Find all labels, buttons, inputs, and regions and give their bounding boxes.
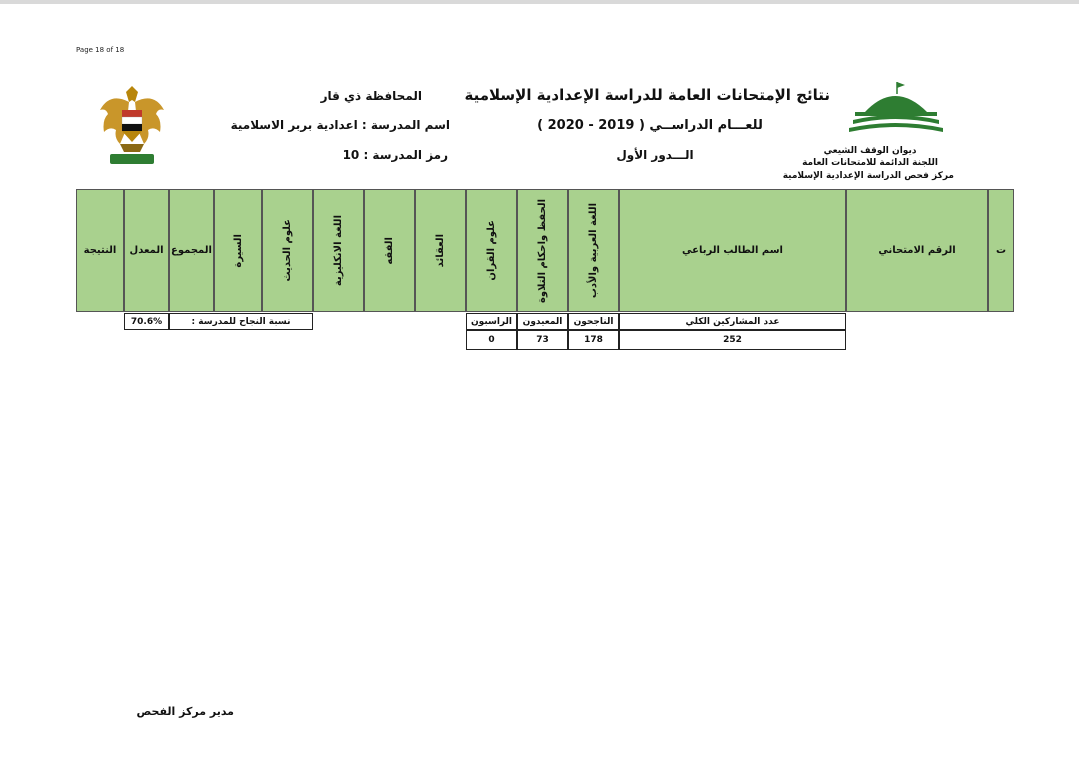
- col-english-label: اللغة الانكليزية: [333, 214, 344, 287]
- diwan-line-1: ديوان الوقف الشيعي: [823, 146, 917, 156]
- col-fiqh-label: الفقه: [384, 236, 395, 265]
- col-sira: [214, 189, 262, 312]
- page-number: Page 18 of 18: [76, 46, 125, 54]
- academic-year: للعـــام الدراســي ( 2019 - 2020 ): [537, 118, 763, 133]
- col-seq: [988, 189, 1014, 312]
- col-aqaid-label: العقائد: [435, 233, 446, 268]
- col-aqaid: [415, 189, 466, 312]
- diwan-line-3: مركز فحص الدراسة الإعدادية الإسلامية: [782, 171, 954, 181]
- col-seq-label: ت: [995, 245, 1007, 256]
- col-exam-number-label: الرقم الامتحاني: [878, 245, 956, 256]
- pass-rate-label: نسبة النجاح للمدرسة :: [169, 313, 313, 330]
- repeaters-value: 73: [517, 330, 568, 350]
- col-average: [124, 189, 169, 312]
- center-director-signature: مدير مركز الفحص: [136, 705, 234, 718]
- col-english: [313, 189, 364, 312]
- col-result-label: النتيجة: [83, 245, 117, 256]
- col-exam-number: [846, 189, 988, 312]
- iraq-eagle-emblem-icon: [96, 80, 168, 174]
- col-result: [76, 189, 124, 312]
- diwan-dome-logo-icon: [845, 80, 945, 138]
- col-student-name-label: اسم الطالب الرباعي: [682, 245, 783, 256]
- passed-value: 178: [568, 330, 619, 350]
- col-recitation-label: الحفظ واحكام التلاوة: [537, 198, 548, 303]
- col-sira-label: السيرة: [232, 233, 244, 268]
- passed-label: الناجحون: [568, 313, 619, 330]
- col-hadith: [262, 189, 313, 312]
- failed-value: 0: [466, 330, 517, 350]
- school-name: اسم المدرسة : اعدادية بربر الاسلامية: [230, 118, 450, 132]
- failed-label: الراسبون: [466, 313, 517, 330]
- diwan-line-2: اللجنة الدائمة للامتحانات العامة: [802, 158, 938, 168]
- pass-rate-value: 70.6%: [124, 313, 169, 330]
- repeaters-label: المعيدون: [517, 313, 568, 330]
- col-recitation: [517, 189, 568, 312]
- col-student-name: [619, 189, 846, 312]
- col-hadith-label: علوم الحديث: [282, 219, 293, 282]
- report-title: نتائج الإمتحانات العامة للدراسة الإعدادية الإسلامية: [464, 86, 830, 104]
- col-total: [169, 189, 214, 312]
- col-fiqh: [364, 189, 415, 312]
- exam-round: الـــدور الأول: [616, 148, 694, 162]
- governorate: المحافظة ذي قار: [320, 89, 422, 103]
- top-border: [0, 0, 1079, 4]
- col-average-label: المعدل: [129, 245, 164, 256]
- col-arabic-label: اللغة العربية والأدب: [588, 202, 599, 299]
- col-arabic: [568, 189, 619, 312]
- col-quran-sciences-label: علوم القران: [486, 220, 497, 281]
- participants-label: عدد المشاركين الكلي: [619, 313, 846, 330]
- col-quran-sciences: [466, 189, 517, 312]
- school-code: رمز المدرسة : 10: [342, 148, 448, 162]
- col-total-label: المجموع: [171, 245, 212, 256]
- participants-value: 252: [619, 330, 846, 350]
